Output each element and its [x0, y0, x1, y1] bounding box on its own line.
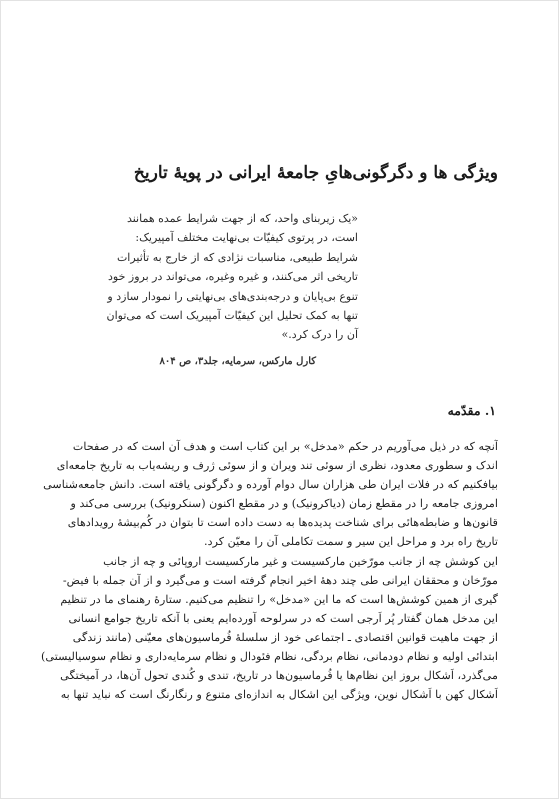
epigraph-line: «یک زیربنای واحد، که از جهت شرایط عمده همانند [126, 212, 358, 225]
body-line: از جهت ماهیت قوانین اقتصادی ـ اجتماعی خود از سلسلهٔ فُرماسیون‌های معیّنی (مانند زندگی [72, 630, 498, 644]
body-line: اندک و سطوری معدود، نظری از سوئی تند ویران و از سوئی ژرف و ریشه‌یاب به تاریخ جامعه‌ای [56, 459, 498, 473]
epigraph-line: تنها به کمک تحلیل این کیفیّات آمپیریک است که می‌توان [106, 309, 358, 323]
body-line: اَشکال کهن با اَشکال نوین، ویژگی این اشکال به اندازه‌ای متنوع و رنگارنگ است که نباید تنها به [60, 688, 498, 702]
epigraph-quote [61, 209, 358, 345]
body-line: تاریخ راه برد و مراحل این سیر و سمت تکاملی آن را معیّن کرد. [204, 535, 498, 549]
body-line: گیری از همین کوشش‌ها است که ما این «مدخل» را تنظیم می‌کنیم. ستارهٔ رهنمای ما در تنظیم [60, 592, 498, 606]
epigraph-line: تاریخی اثر می‌کنند، و غیره وغیره، می‌تواند در بروز خود [108, 270, 358, 284]
body-line: بیافکنیم که در فلات ایران طی هزاران سال دوام آورده و دگرگونی یافته است. دانش جامعه‌شناسی [43, 478, 498, 492]
body-line: مورّخان و محققان ایرانی طی چند دههٔ اخیر انجام گرفته است و می‌گیرد و از آن جمله با فیض- [62, 573, 498, 587]
epigraph-line: آن را درک کرد.» [281, 328, 358, 342]
body-line: ابتدائی اولیه و نظام دودمانی، نظام بردگی، نظام فئودال و نظام سرمایه‌داری و نظام سوسیالیستی) [41, 650, 498, 664]
body-line: این مدخل همان گفتار پُر اَرجی است که در سرلوحه آورده‌ایم یعنی با آنکه تاریخ جوامع انسانی [68, 611, 498, 625]
body-paragraphs [35, 437, 498, 704]
body-line: می‌گذرد، اَشکال بروز این نظام‌ها یا فُرماسیون‌ها در تاریخ، تندی و کُندی تحول آن‌ها، در آمیختگی [60, 669, 498, 683]
body-line: امروزی جامعه را در مقطع زمان (دیاکرونیک) و در مقطع اکنون (سنکرونیک) بررسی می‌کند و [70, 497, 498, 511]
body-line: قانون‌ها و ضابطه‌هائی برای شناخت پدیده‌ها به دست داده است تا بتوان در کُم‌بیشهٔ رویدادهای [67, 516, 498, 530]
section-heading: ۱. مقدّمه [447, 403, 496, 418]
epigraph-line: شرایط طبیعی، مناسبات نژادی که از خارج به تأثیرات [116, 250, 358, 264]
body-line: این کوشش چه از جانب مورّخین مارکسیست و غیر مارکسیست اروپائی و چه از جانب [103, 554, 498, 568]
chapter-title: ویژگی ها و دگرگونی‌هایِ جامعهٔ ایرانی در پویهٔ تاریخ [133, 163, 498, 183]
epigraph-source: کارل مارکس، سرمایه، جلد۳، ص ۸۰۴ [159, 356, 316, 367]
epigraph-line: است، در پرتوی کیفیّات بی‌نهایت مختلف آمپیریک: [135, 231, 358, 245]
epigraph-line: تنوع بی‌پایان و درجه‌بندی‌های بی‌نهایتی را نمودار سازد و [107, 289, 358, 303]
body-line: آنچه که در ذیل می‌آوریم در حکم «مدخل» بر این کتاب است و هدف آن است که در صفحات [72, 440, 498, 453]
